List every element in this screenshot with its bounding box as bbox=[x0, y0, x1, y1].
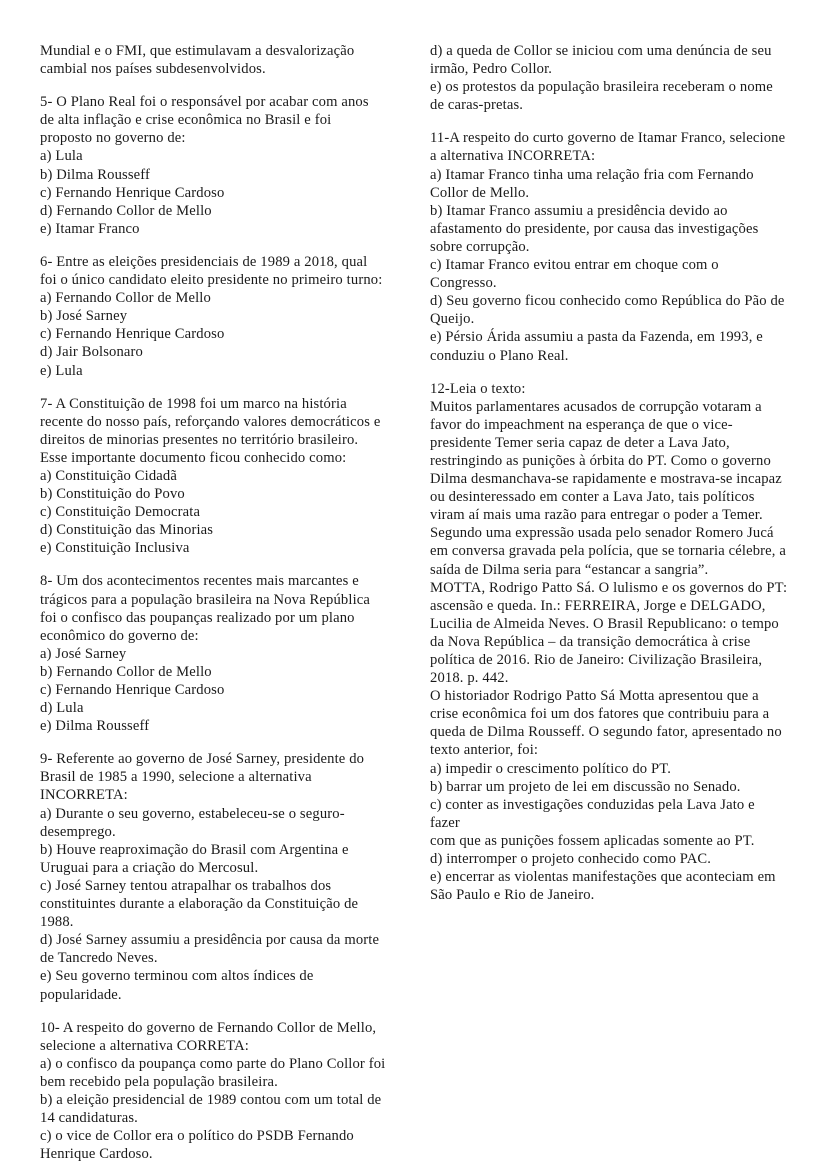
answer-option-e[interactable]: e) Seu governo terminou com altos índices de bbox=[40, 968, 314, 985]
answer-option-a[interactable]: a) o confisco da poupança como parte do Plano Collor foi bbox=[40, 1055, 386, 1072]
left-column bbox=[40, 42, 398, 1163]
answer-option-c-cont[interactable]: Henrique Cardoso. bbox=[40, 1146, 153, 1163]
citation-line: Lucilia de Almeida Neves. O Brasil Republicano: o tempo bbox=[430, 615, 779, 632]
question-stem-line: a alternativa INCORRETA: bbox=[430, 148, 596, 165]
answer-option-b-cont[interactable]: sobre corrupção. bbox=[430, 238, 530, 255]
passage-line: restringindo as punições à órbita do PT. Como o governo bbox=[430, 452, 771, 469]
question-stem-line: trágicos para a população brasileira na Nova República bbox=[40, 591, 371, 608]
answer-option-d[interactable]: d) interromper o projeto conhecido como PAC. bbox=[430, 851, 712, 868]
passage-line: viram aí mais uma razão para entregar o poder a Temer. bbox=[430, 507, 763, 524]
answer-option-b-cont[interactable]: Uruguai para a criação do Mercosul. bbox=[40, 859, 259, 876]
answer-option-d[interactable]: d) Fernando Collor de Mello bbox=[40, 202, 212, 219]
answer-option-b[interactable]: b) Constituição do Povo bbox=[40, 486, 185, 503]
answer-option-c[interactable]: c) Itamar Franco evitou entrar em choque com o Congresso. bbox=[430, 257, 723, 292]
question-9 bbox=[40, 750, 398, 1003]
answer-option-c[interactable]: c) Fernando Henrique Cardoso bbox=[40, 682, 225, 698]
question-stem-line: direitos de minorias presentes no território brasileiro. bbox=[40, 431, 359, 448]
passage-line: Dilma desmanchava-se rapidamente e mostrava-se incapaz bbox=[430, 471, 782, 488]
question-stem-line: 11-A respeito do curto governo de Itamar Franco, selecione bbox=[430, 130, 786, 147]
answer-option-c[interactable]: c) José Sarney tentou atrapalhar os trabalhos dos bbox=[40, 877, 332, 894]
question-stem-line: 6- Entre as eleições presidenciais de 1989 a 2018, qual bbox=[40, 253, 368, 270]
answer-option-d[interactable]: d) José Sarney assumiu a presidência por causa da morte bbox=[40, 932, 380, 949]
answer-option-b[interactable]: b) Itamar Franco assumiu a presidência devido ao bbox=[430, 202, 728, 219]
question-stem-line: de alta inflação e crise econômica no Brasil e foi bbox=[40, 112, 332, 129]
answer-option-d[interactable]: d) Seu governo ficou conhecido como República do Pão de bbox=[430, 293, 785, 310]
question-8 bbox=[40, 572, 398, 735]
question-stem-line: foi o único candidato eleito presidente no primeiro turno: bbox=[40, 272, 383, 289]
question-stem-line: O historiador Rodrigo Patto Sá Motta apresentou que a bbox=[430, 688, 759, 705]
passage-line: em conversa gravada pela polícia, que se tornaria célebre, a bbox=[430, 543, 786, 560]
question-stem-line: 9- Referente ao governo de José Sarney, presidente do bbox=[40, 751, 365, 768]
answer-option-e-cont[interactable]: popularidade. bbox=[40, 986, 122, 1003]
answer-option-a-cont[interactable]: desemprego. bbox=[40, 823, 116, 840]
answer-option-e[interactable]: e) os protestos da população brasileira receberam o nome bbox=[430, 79, 773, 96]
passage-line: presidente Temer seria capaz de deter a Lava Jato, bbox=[430, 434, 730, 451]
question-stem-line: crise econômica foi um dos fatores que contribuiu para a bbox=[430, 706, 770, 723]
answer-option-d-cont[interactable]: Queijo. bbox=[430, 311, 475, 328]
answer-option-a[interactable]: a) Itamar Franco tinha uma relação fria com Fernando bbox=[430, 166, 754, 183]
question-7 bbox=[40, 395, 398, 558]
passage-line: Muitos parlamentares acusados de corrupção votaram a bbox=[430, 398, 762, 415]
two-column-layout bbox=[40, 42, 788, 1163]
answer-option-c[interactable]: c) o vice de Collor era o político do PSDB Fernando bbox=[40, 1128, 354, 1145]
question-stem-line: foi o confisco das poupanças realizado por um plano bbox=[40, 609, 355, 626]
question-stem-line: Brasil de 1985 a 1990, selecione a alternativa bbox=[40, 769, 312, 786]
answer-option-b-cont[interactable]: afastamento do presidente, por causa das investigações bbox=[430, 220, 759, 237]
answer-option-a-cont[interactable]: bem recebido pela população brasileira. bbox=[40, 1073, 278, 1090]
question-stem-line: 10- A respeito do governo de Fernando Collor de Mello, bbox=[40, 1019, 377, 1036]
answer-option-c-cont[interactable]: 1988. bbox=[40, 914, 74, 931]
continuation-paragraph bbox=[40, 42, 398, 78]
question-10-continued bbox=[430, 42, 788, 114]
answer-option-a[interactable]: a) impedir o crescimento político do PT. bbox=[430, 760, 672, 777]
question-stem-line: Esse importante documento ficou conhecido como: bbox=[40, 449, 347, 466]
question-stem-line: texto anterior, foi: bbox=[430, 742, 539, 759]
passage-line: favor do impeachment na esperança de que o vice- bbox=[430, 416, 733, 433]
answer-option-e[interactable]: e) encerrar as violentas manifestações que aconteciam em bbox=[430, 869, 776, 886]
answer-option-c-cont[interactable]: com que as punições fossem aplicadas somente ao PT. bbox=[430, 832, 755, 849]
answer-option-c[interactable]: c) conter as investigações conduzidas pela Lava Jato e fazer bbox=[430, 796, 759, 831]
answer-option-b[interactable]: b) barrar um projeto de lei em discussão no Senado. bbox=[430, 778, 741, 795]
answer-option-d-cont[interactable]: de Tancredo Neves. bbox=[40, 950, 158, 967]
question-11 bbox=[430, 129, 788, 364]
answer-option-b-cont[interactable]: 14 candidaturas. bbox=[40, 1110, 138, 1127]
answer-option-c[interactable]: c) Fernando Henrique Cardoso bbox=[40, 326, 225, 343]
citation-line: MOTTA, Rodrigo Patto Sá. O lulismo e os governos do PT: bbox=[430, 579, 788, 596]
answer-option-a[interactable]: a) Durante o seu governo, estabeleceu-se o seguro- bbox=[40, 805, 345, 822]
answer-option-a[interactable]: a) Constituição Cidadã bbox=[40, 467, 177, 484]
question-stem-line: 7- A Constituição de 1998 foi um marco na história bbox=[40, 395, 347, 412]
answer-option-e[interactable]: e) Dilma Rousseff bbox=[40, 718, 150, 735]
question-6 bbox=[40, 253, 398, 380]
passage-line: ou desinteressado em conter a Lava Jato, tais políticos bbox=[430, 489, 755, 506]
question-stem-line: econômico do governo de: bbox=[40, 627, 199, 644]
answer-option-a[interactable]: a) Lula bbox=[40, 148, 83, 165]
citation-line: da Nova República – da transição democrática à crise bbox=[430, 633, 751, 650]
answer-option-d[interactable]: d) a queda de Collor se iniciou com uma denúncia de seu bbox=[430, 43, 772, 59]
question-stem-line: queda de Dilma Rousseff. O segundo fator, apresentado no bbox=[430, 724, 782, 741]
answer-option-b[interactable]: b) Fernando Collor de Mello bbox=[40, 663, 212, 680]
citation-line: 2018. p. 442. bbox=[430, 670, 509, 687]
answer-option-d-cont[interactable]: irmão, Pedro Collor. bbox=[430, 61, 553, 78]
question-stem-line: proposto no governo de: bbox=[40, 130, 186, 147]
right-column bbox=[430, 42, 788, 904]
question-stem-line: INCORRETA: bbox=[40, 787, 128, 804]
answer-option-b[interactable]: b) José Sarney bbox=[40, 308, 128, 325]
question-stem-line: recente do nosso país, reforçando valores democráticos e bbox=[40, 413, 381, 430]
question-5 bbox=[40, 93, 398, 238]
passage-line: saída de Dilma seria para “estancar a sangria”. bbox=[430, 561, 709, 578]
answer-option-b[interactable]: b) a eleição presidencial de 1989 contou com um total de bbox=[40, 1091, 382, 1108]
answer-option-e[interactable]: e) Constituição Inclusiva bbox=[40, 540, 190, 557]
answer-option-d[interactable]: d) Constituição das Minorias bbox=[40, 522, 214, 539]
answer-option-d[interactable]: d) Lula bbox=[40, 700, 84, 717]
citation-line: ascensão e queda. In.: FERREIRA, Jorge e DELGADO, bbox=[430, 597, 766, 614]
answer-option-e[interactable]: e) Itamar Franco bbox=[40, 220, 140, 237]
text-line: cambial nos países subdesenvolvidos. bbox=[40, 61, 266, 78]
question-12 bbox=[430, 380, 788, 905]
question-stem-line: 5- O Plano Real foi o responsável por acabar com anos bbox=[40, 94, 369, 111]
answer-option-c-cont[interactable]: constituintes durante a elaboração da Constituição de bbox=[40, 896, 359, 913]
answer-option-b[interactable]: b) Dilma Rousseff bbox=[40, 166, 151, 183]
question-stem-line: 12-Leia o texto: bbox=[430, 380, 526, 397]
answer-option-e[interactable]: e) Pérsio Árida assumiu a pasta da Fazenda, em 1993, e bbox=[430, 329, 763, 346]
answer-option-a[interactable]: a) José Sarney bbox=[40, 645, 127, 662]
answer-option-a[interactable]: a) Fernando Collor de Mello bbox=[40, 290, 211, 307]
answer-option-b[interactable]: b) Houve reaproximação do Brasil com Argentina e bbox=[40, 841, 349, 858]
text-line: Mundial e o FMI, que estimulavam a desvalorização bbox=[40, 43, 355, 59]
answer-option-d[interactable]: d) Jair Bolsonaro bbox=[40, 344, 143, 361]
question-stem-line: 8- Um dos acontecimentos recentes mais marcantes e bbox=[40, 573, 359, 590]
answer-option-a-cont[interactable]: Collor de Mello. bbox=[430, 184, 530, 201]
citation-line: política de 2016. Rio de Janeiro: Civilização Brasileira, bbox=[430, 652, 763, 668]
answer-option-c[interactable]: c) Fernando Henrique Cardoso bbox=[40, 184, 225, 201]
answer-option-c[interactable]: c) Constituição Democrata bbox=[40, 504, 201, 521]
answer-option-e-cont[interactable]: conduziu o Plano Real. bbox=[430, 347, 569, 364]
question-stem-line: selecione a alternativa CORRETA: bbox=[40, 1037, 249, 1054]
passage-line: Segundo uma expressão usada pelo senador Romero Jucá bbox=[430, 525, 774, 542]
answer-option-e-cont[interactable]: de caras-pretas. bbox=[430, 97, 524, 114]
question-10 bbox=[40, 1019, 398, 1164]
answer-option-e[interactable]: e) Lula bbox=[40, 362, 83, 379]
answer-option-e-cont[interactable]: São Paulo e Rio de Janeiro. bbox=[430, 887, 595, 904]
